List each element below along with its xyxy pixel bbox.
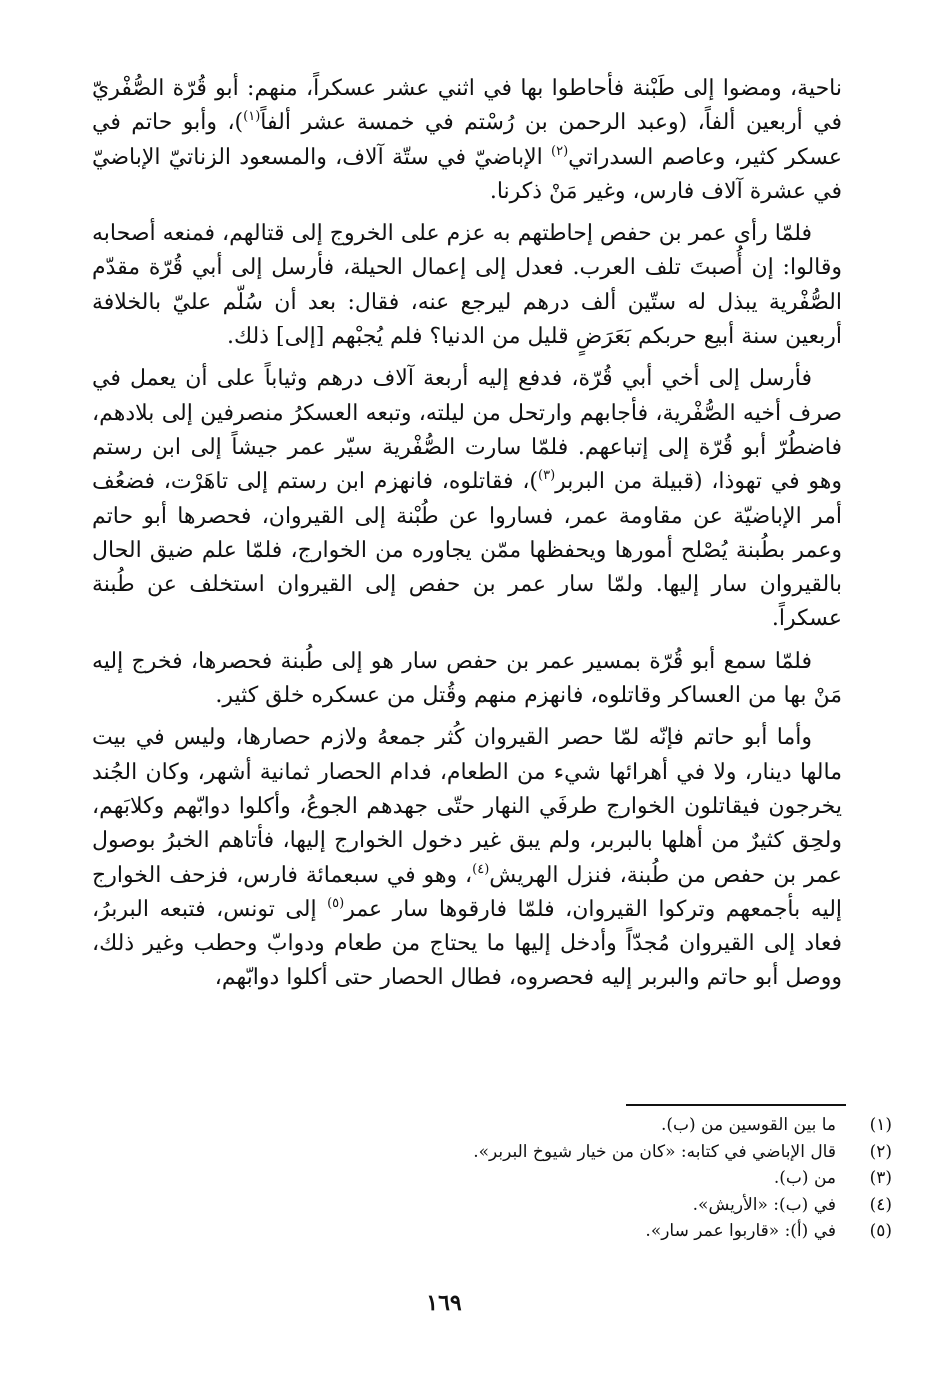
footnote-ref: (٤) <box>472 861 490 877</box>
footnote-number: (٣) <box>869 1168 892 1189</box>
text-run: ناحية، ومضوا إلى طَبْنة فأحاطوا بها في اثني عشر عسكراً، منهم: أبو قُرّة الصُّفْريّ في أربعين ألفاً، (وعبد الرحمن بن رُسْتم في خمسة عشر ألفاً <box>92 76 842 136</box>
footnote-ref: (٥) <box>327 895 345 911</box>
paragraph <box>92 362 842 636</box>
footnote-number: (٥) <box>869 1221 892 1242</box>
main-text <box>92 72 842 996</box>
footnote-divider <box>626 1104 846 1106</box>
footnote-ref: (٢) <box>551 143 569 159</box>
footnote <box>292 1112 892 1139</box>
text-run: فأرسل إلى أخي أبي قُرّة، فدفع إليه أربعة آلاف درهم وثياباً على أن يعمل في صرف أخيه الصُّفْرية، فأجابهم وارتحل من ليلته، وتبعه العسكرُ منصرفين إلى بلادهم، فاضطُرّ أبو قُرّة إلى إتباعهم. فلمّا سارت الصُّفْرية سيّر عمر جيشاً إلى ابن رستم وهو في تهوذا، (قبيلة من البربر <box>92 366 842 495</box>
footnote-text: في (أ): «قاربوا عمر سار». <box>645 1221 836 1242</box>
footnotes <box>292 1112 892 1245</box>
page-number: ١٦٩ <box>426 1290 462 1316</box>
text-run: وأما أبو حاتم فإنّه لمّا حصر القيروان كُثر جمعهُ ولازم حصارها، وليس في بيت مالها دينار، ولا في أهرائها شيء من الطعام، فدام الحصار ثمانية أشهر، وكان الجُند يخرجون فيقاتلون الخوارج طرفَي النهار حتّى جهدهم الجوعُ، وأكلوا دوابّهم وكلابَهم، ولحِق كثيرٌ من أهلها بالبربر، ولم يبق غير دخول الخوارج إليها، فأتاهم الخبرُ بوصول عمر بن حفص من طُبنة، فنزل الهريش <box>92 725 842 888</box>
paragraph <box>92 721 842 995</box>
footnote-text: من (ب). <box>773 1168 836 1189</box>
footnote <box>292 1218 892 1245</box>
text-run: الإباضيّ في ستّة آلاف، والمسعود الزناتيّ الإباضيّ في عشرة آلاف فارس، وغير مَنْ ذكرنا. <box>92 144 842 204</box>
paragraph <box>92 217 842 354</box>
footnote-ref: (٣) <box>538 468 556 484</box>
footnote <box>292 1165 892 1192</box>
text-run: فلمّا رأى عمر بن حفص إحاطتهم به عزم على الخروج إلى قتالهم، فمنعه أصحابه وقالوا: إن أُصبتَ تلف العرب. فعدل إلى إعمال الحيلة، فأرسل إلى أبي قُرّة مقدّم الصُّفْرية يبذل له ستّين ألف درهم ليرجع عنه، فقال: بعد أن سُلّم عليّ بالخلافة أربعين سنة أبيع حربكم بَعَرَضٍ قليل من الدنيا؟ فلم يُجبْهم [إلى] ذلك. <box>92 221 843 350</box>
text-run: ، وهو في سبعمائة فارس، فزحف الخوارج إليه بأجمعهم وتركوا القيروان، فلمّا فارقوها سار عمر <box>92 862 843 922</box>
text-run: إلى تونس، فتبعه البربرُ، فعاد إلى القيروان مُجدّاً وأدخل إليها ما يحتاج من طعام ودوابّ وحطب وغير ذلك، ووصل أبو حاتم والبربر إليه فحصروه، فطال الحصار حتى أكلوا دوابّهم، <box>92 896 842 991</box>
footnote-text: ما بين القوسين من (ب). <box>660 1115 836 1135</box>
footnote-text: في (ب): «الأريش». <box>692 1194 836 1215</box>
footnote-number: (٤) <box>869 1194 892 1215</box>
text-run: )، وأبو حاتم في عسكر كثير، وعاصم السدراتي <box>92 110 842 170</box>
footnote <box>292 1192 892 1219</box>
paragraph <box>92 72 842 209</box>
text-run: )، فقاتلوه، فانهزم ابن رستم إلى تاهَرْت، فضعُف أمر الإباضيّة عن مقاومة عمر، فساروا عن طُبْنة إلى القيروان، فحصرها أبو حاتم وعمر بطُبنة يُصْلح أمورها ويحفظها ممّن يجاوره من الخوارج، فلمّا علم ضيق الحال بالقيروان سار إليها. ولمّا سار عمر بن حفص إلى القيروان استخلف عن طُبنة عسكراً. <box>92 469 842 632</box>
paragraph <box>92 645 842 714</box>
footnote-number: (٢) <box>869 1141 892 1162</box>
footnote-text: قال الإباضي في كتابه: «كان من خيار شيوخ البربر». <box>473 1141 836 1162</box>
footnote-ref: (١) <box>243 109 261 125</box>
text-run: فلمّا سمع أبو قُرّة بمسير عمر بن حفص سار هو إلى طُبنة فحصرها، فخرج إليه مَنْ بها من العساكر وقاتلوه، فانهزم منهم وقُتل من عسكره خلق كثير. <box>92 648 842 709</box>
footnote-number: (١) <box>869 1115 892 1135</box>
footnote <box>292 1139 892 1166</box>
